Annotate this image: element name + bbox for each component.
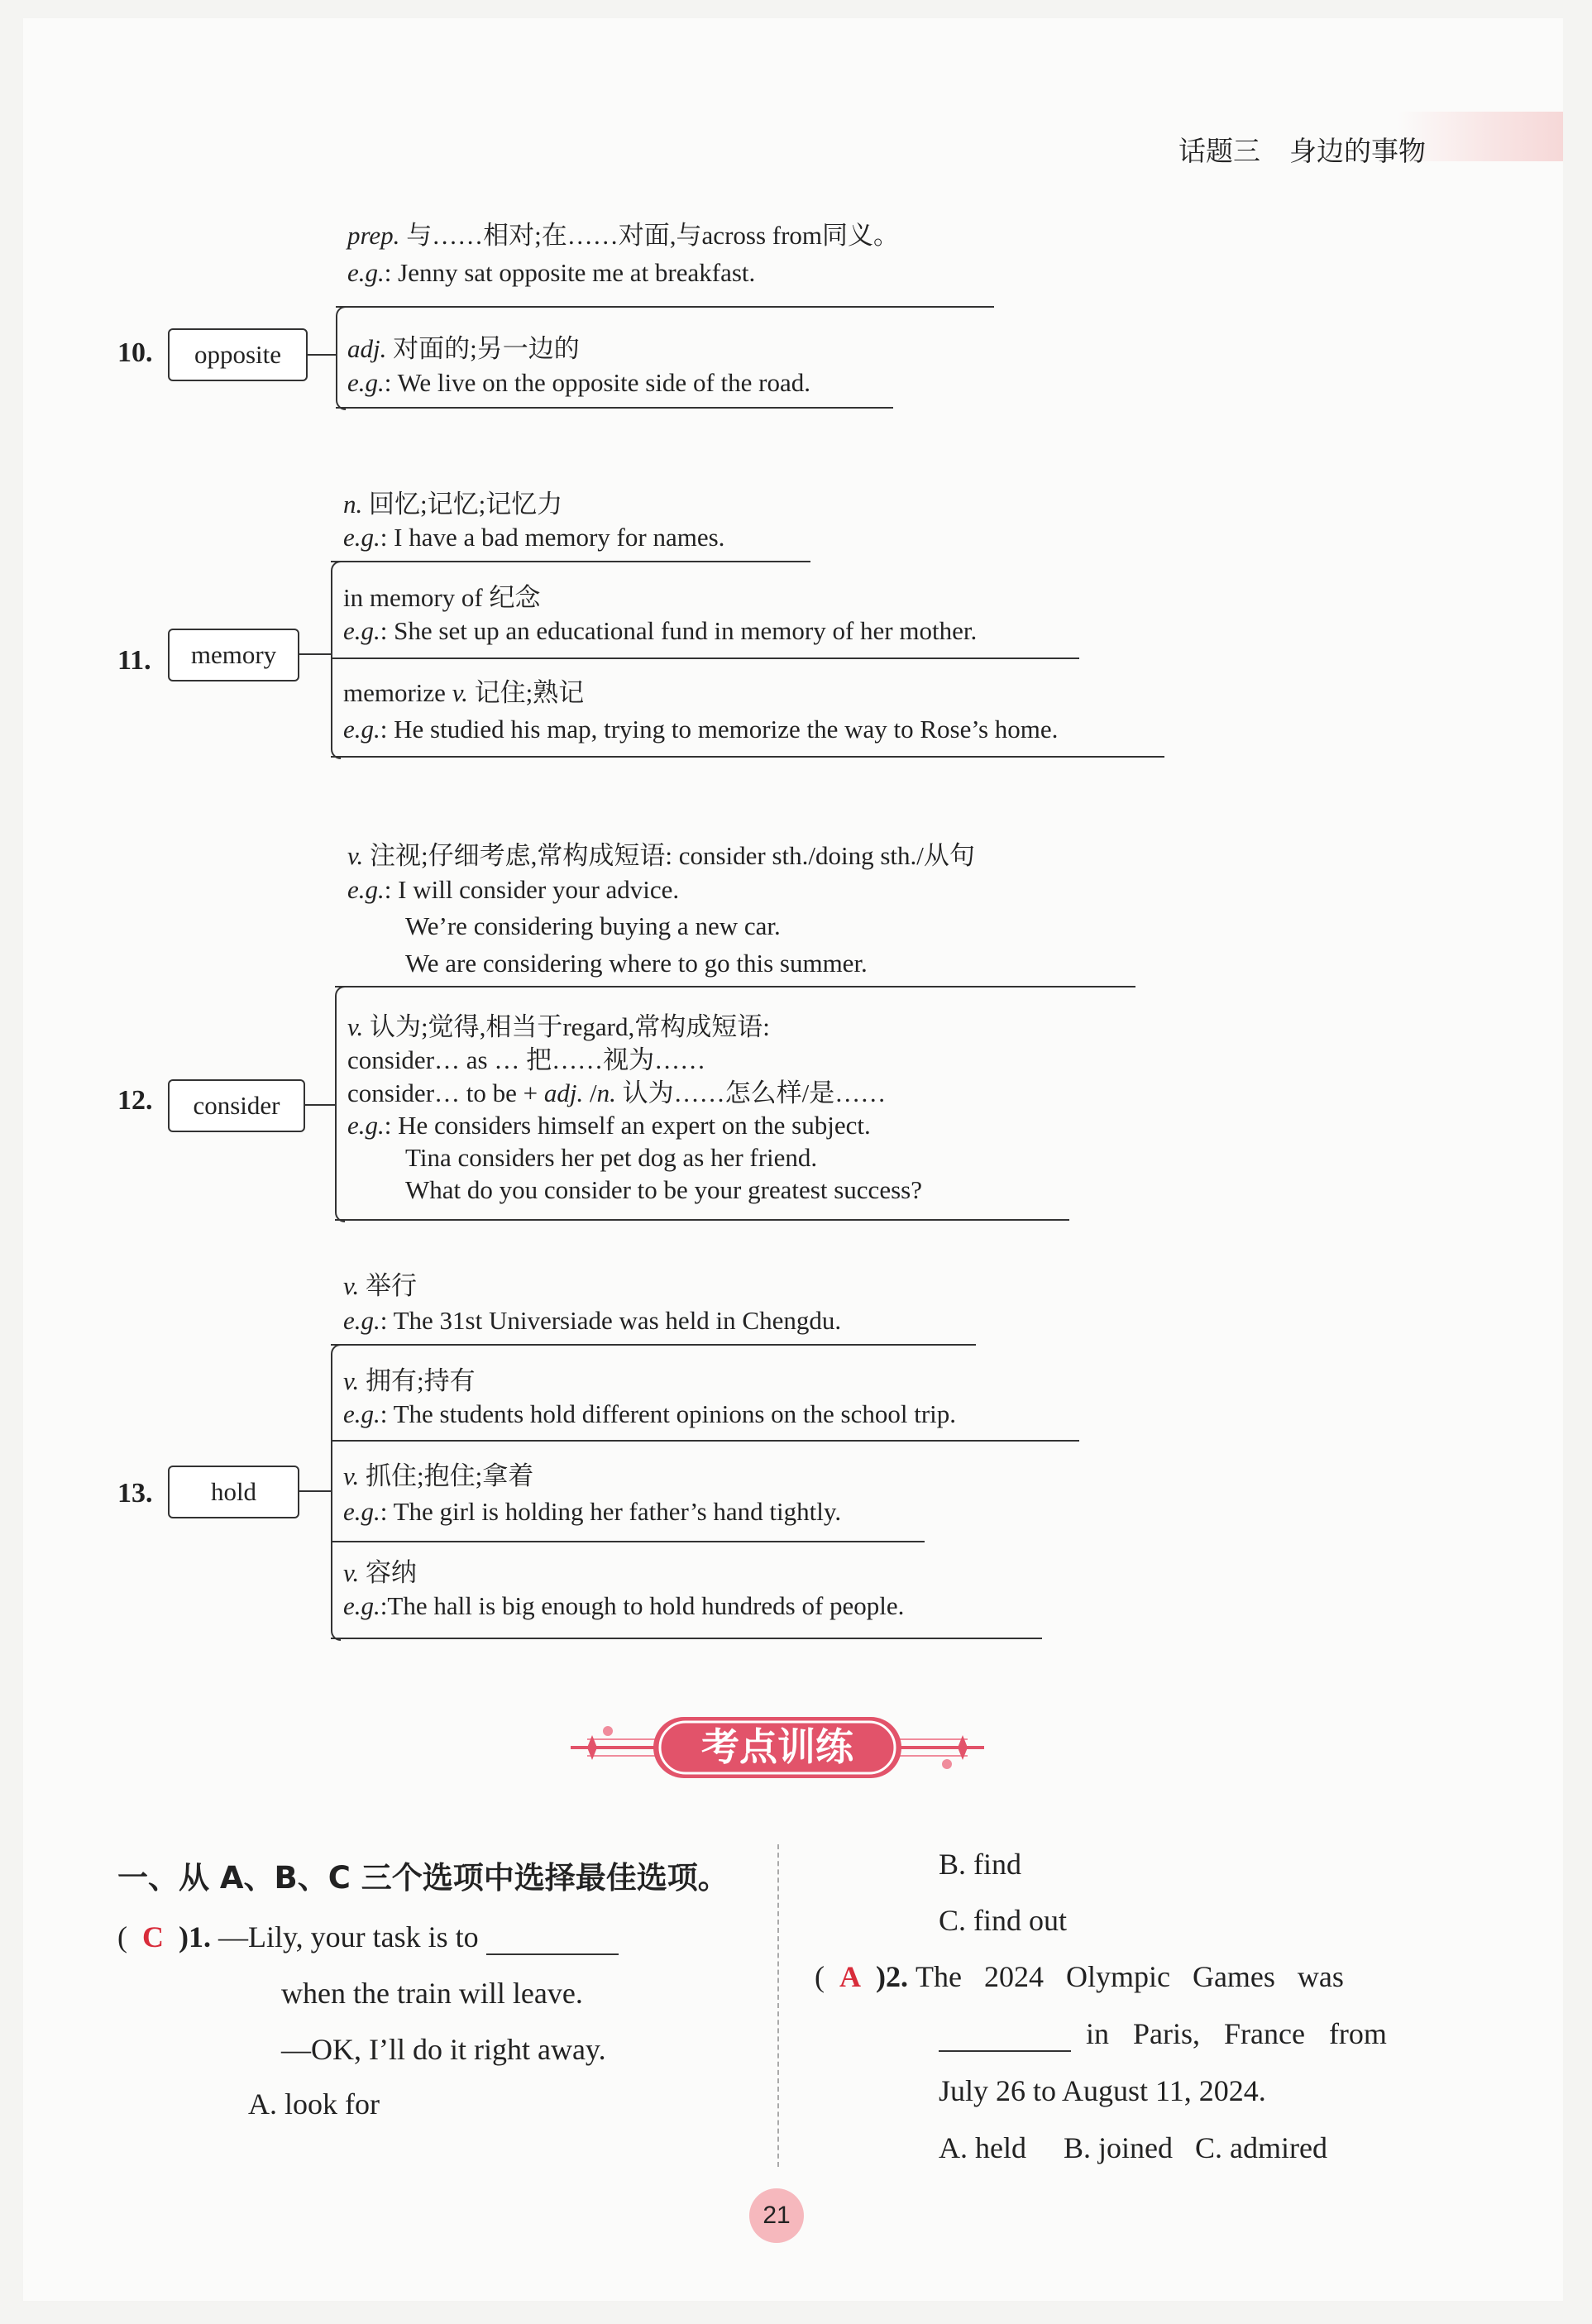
example-line: e.g.: The girl is holding her father’s hand tightly. [343, 1497, 842, 1526]
star-icon [942, 1759, 952, 1769]
question-text: July 26 to August 11, 2024. [939, 2074, 1266, 2107]
question-text: The 2024 Olympic Games was [916, 1960, 1344, 1993]
sense-line: v. 抓住;抱住;拿着 [343, 1461, 534, 1490]
entry-number: 12. [117, 1085, 153, 1116]
column-divider [777, 1844, 779, 2167]
word-box-hold: hold [168, 1466, 299, 1518]
branch-line [335, 986, 1135, 987]
branch-line [331, 561, 810, 562]
branch-line [331, 1541, 925, 1542]
branch-line [331, 658, 1079, 659]
example-line: We are considering where to go this summer. [405, 949, 868, 978]
sense-line: v. 注视;仔细考虑,常构成短语: consider sth./doing sth./从句 [347, 841, 975, 870]
section-title: 一、从 A、B、C 三个选项中选择最佳选项。 [117, 1860, 729, 1896]
entry-number: 11. [117, 645, 151, 676]
branch-line [331, 1344, 976, 1346]
brace [331, 561, 341, 759]
sense-line: adj. 对面的;另一边的 [347, 334, 580, 363]
connector [306, 354, 336, 356]
page-number: 21 [749, 2188, 804, 2243]
option-b: B. find [939, 1848, 1022, 1881]
brace [331, 1344, 341, 1641]
option-a: A. held [939, 2131, 1026, 2164]
branch-line [331, 756, 1164, 758]
question-1-line1: ( C )1. —Lily, your task is to [117, 1919, 619, 1955]
word-box-memory: memory [168, 629, 299, 681]
branch-line [336, 407, 893, 409]
example-line: e.g.:The hall is big enough to hold hundreds of people. [343, 1591, 905, 1620]
phrase-line: consider… to be + adj. /n. 认为……怎么样/是…… [347, 1078, 887, 1107]
sense-line: in memory of 纪念 [343, 583, 541, 612]
question-text: in Paris, France from [1086, 2017, 1387, 2050]
question-2-options [939, 2130, 1327, 2166]
sense-line: v. 拥有;持有 [343, 1366, 476, 1395]
example-line: e.g.: I have a bad memory for names. [343, 523, 725, 552]
example-line: We’re considering buying a new car. [405, 911, 781, 940]
sense-line: n. 回忆;记忆;记忆力 [343, 490, 563, 519]
branch-line [331, 1440, 1079, 1442]
option-c: C. admired [1194, 2131, 1327, 2164]
connector [298, 1490, 332, 1492]
branch-line [331, 1638, 1042, 1639]
branch-line [336, 306, 994, 308]
entry-number: 10. [117, 337, 153, 368]
option-c: C. find out [939, 1904, 1068, 1937]
question-2-line2 [939, 2016, 1387, 2052]
sense-line: v. 举行 [343, 1271, 417, 1300]
question-text: —OK, I’ll do it right away. [281, 2033, 606, 2066]
example-line: e.g.: I will consider your advice. [347, 875, 680, 904]
example-line: e.g.: He studied his map, trying to memorize the way to Rose’s home. [343, 715, 1059, 744]
example-line: What do you consider to be your greatest success? [405, 1175, 922, 1204]
connector [304, 1104, 335, 1106]
star-icon [603, 1726, 613, 1736]
word-box-consider: consider [168, 1079, 305, 1132]
example-line: e.g.: Jenny sat opposite me at breakfast. [347, 258, 756, 287]
option-a: A. look for [248, 2087, 380, 2121]
sense-line: v. 容纳 [343, 1558, 417, 1587]
word-box-opposite: opposite [168, 328, 308, 381]
sense-line: memorize v. 记住;熟记 [343, 678, 585, 707]
question-2-line1: ( A )2. The 2024 Olympic Games was [815, 1960, 1344, 1993]
question-text: when the train will leave. [281, 1977, 583, 2010]
sense-line: prep. 与……相对;在……对面,与across from同义。 [347, 221, 900, 250]
phrase-line: consider… as … 把……视为…… [347, 1045, 706, 1074]
header-title: 身边的事物 [1289, 135, 1426, 167]
brace [336, 306, 346, 410]
branch-line [335, 1219, 1069, 1221]
header-topic: 话题三 [1178, 135, 1260, 167]
question-number: )2. [876, 1960, 908, 1993]
sense-line: v. 认为;觉得,相当于regard,常构成短语: [347, 1012, 770, 1041]
brace [335, 986, 345, 1222]
section-banner [562, 1710, 992, 1785]
example-line: Tina considers her pet dog as her friend. [405, 1143, 818, 1172]
example-line: e.g.: The 31st Universiade was held in Chengdu. [343, 1306, 842, 1335]
answer-blank [486, 1929, 619, 1955]
answer-blank [939, 2025, 1071, 2052]
example-line: e.g.: He considers himself an expert on the subject. [347, 1111, 871, 1140]
running-header [1178, 130, 1455, 169]
example-line: e.g.: We live on the opposite side of the road. [347, 368, 810, 397]
answer-1: C [142, 1920, 164, 1953]
question-text: —Lily, your task is to [218, 1920, 479, 1953]
option-b: B. joined [1063, 2131, 1173, 2164]
example-line: e.g.: She set up an educational fund in memory of her mother. [343, 616, 978, 645]
example-line: e.g.: The students hold different opinions on the school trip. [343, 1399, 957, 1428]
answer-2: A [839, 1960, 861, 1993]
question-number: )1. [179, 1920, 211, 1953]
entry-number: 13. [117, 1478, 153, 1509]
banner-text: 考点训练 [701, 1724, 853, 1769]
connector [298, 653, 332, 655]
